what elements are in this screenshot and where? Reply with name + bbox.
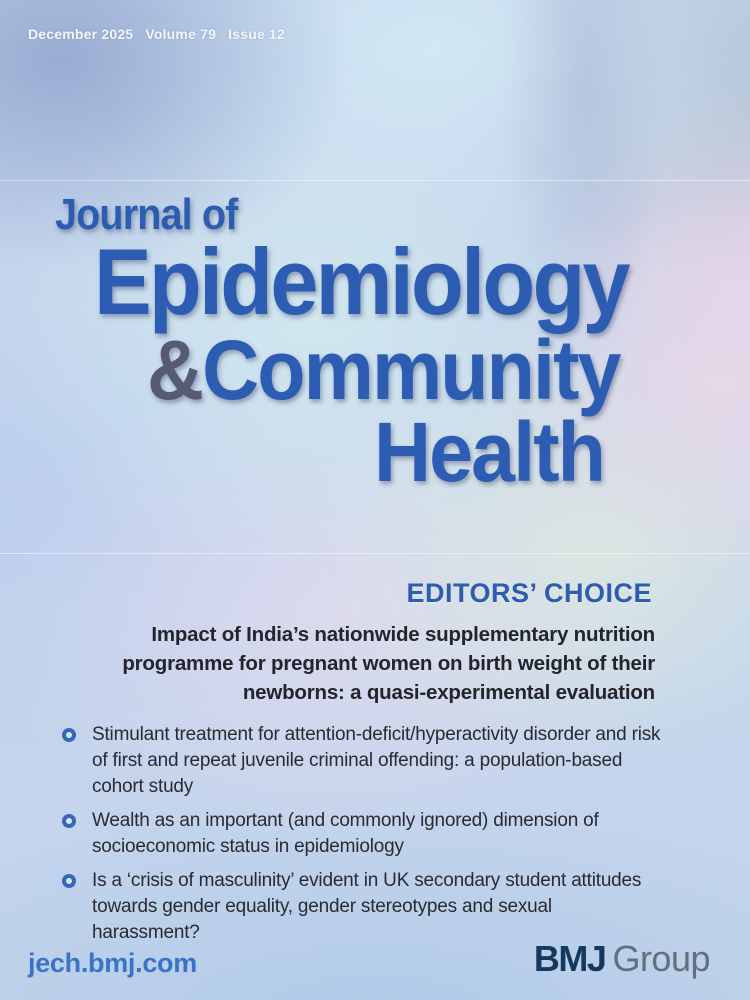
article-title: Is a ‘crisis of masculinity’ evident in UK secondary student attitudes towards gender equality, gender stereotypes and sexual harassment? [92,870,642,943]
bmj-group-logo [534,938,710,980]
list-item [62,808,662,860]
article-title: Wealth as an important (and commonly ignored) dimension of socioeconomic status in epidemiology [92,810,599,857]
ring-bullet-icon [62,728,76,742]
journal-title-prefix: Journal of [55,190,238,239]
editors-choice-article-title [35,620,655,707]
masthead [28,26,285,42]
article-title: Stimulant treatment for attention-deficit/hyperactivity disorder and risk of first and repeat juvenile criminal offending: a population-based cohort study [92,724,661,797]
contents-list [62,722,662,954]
journal-title-word-community: &Community [147,323,620,417]
issue-date: December 2025 [28,26,134,42]
background-seam-top [0,180,750,181]
ring-bullet-icon [62,814,76,828]
bmj-logo-text: BMJ [533,938,606,979]
ampersand-glyph: & [147,323,203,417]
ring-bullet-icon [62,874,76,888]
journal-website-link[interactable]: jech.bmj.com [28,948,197,978]
editors-choice-title-line: programme for pregnant women on birth weight of their [122,652,655,675]
editors-choice-title-line: Impact of India’s nationwide supplementary nutrition [151,623,655,646]
background-seam-middle [0,553,750,554]
group-logo-text: Group [612,938,710,979]
list-item [62,722,662,800]
issue-volume: Volume 79 [145,26,217,42]
journal-title-word-epidemiology: Epidemiology [94,229,628,334]
editors-choice-title-line: newborns: a quasi-experimental evaluation [242,681,655,704]
editors-choice-heading: EDITORS’ CHOICE [406,578,652,608]
issue-number: Issue 12 [228,26,286,42]
list-item [62,868,662,946]
journal-title-word-health: Health [374,405,605,499]
